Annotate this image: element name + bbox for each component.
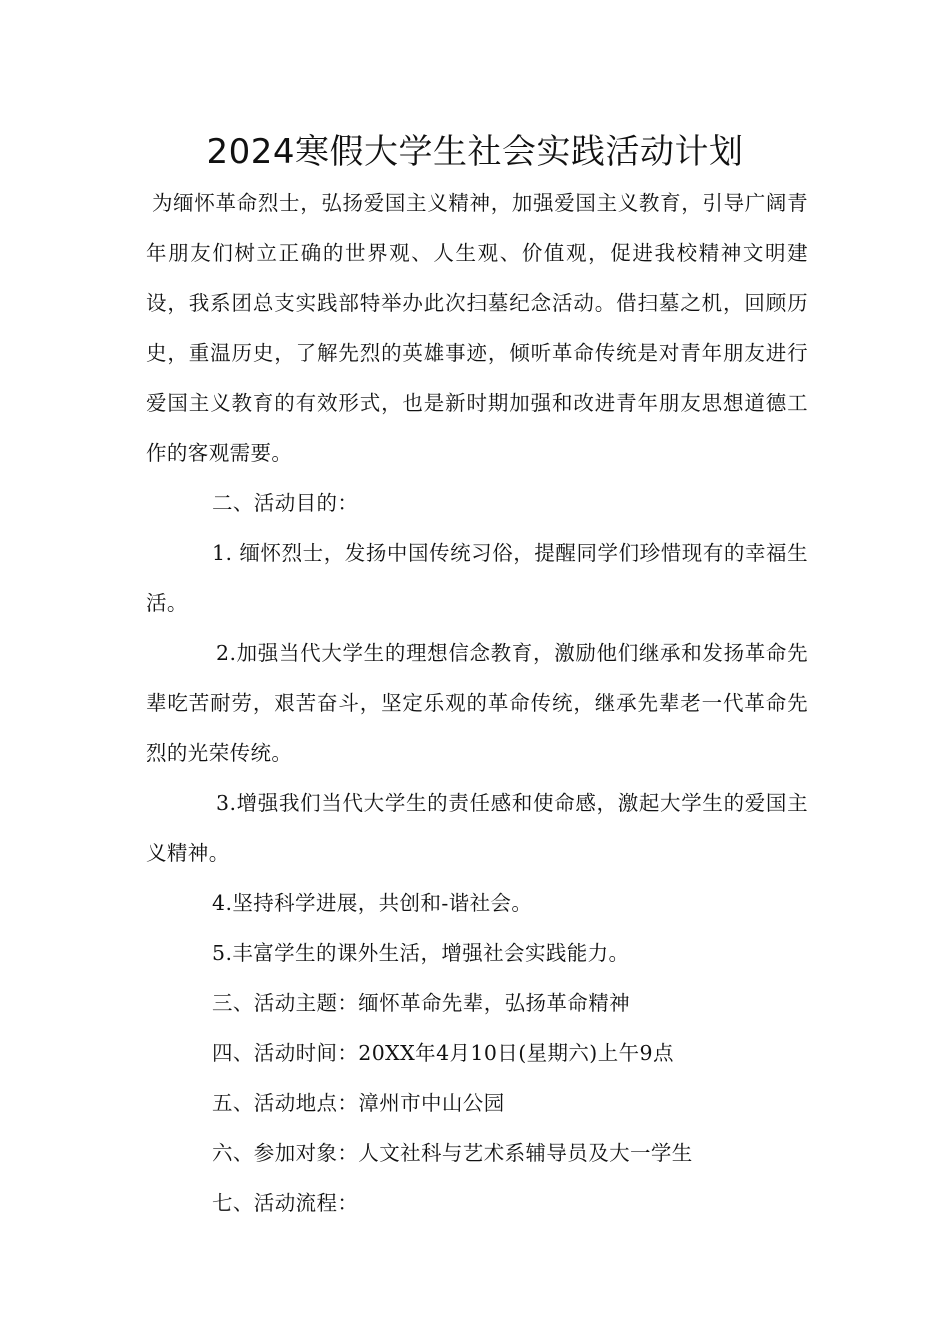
- intro-paragraph: 为缅怀革命烈士，弘扬爱国主义精神，加强爱国主义教育，引导广阔青年朋友们树立正确的世界观、人生观、价值观，促进我校精神文明建设，我系团总支实践部特举办此次扫墓纪念活动。借扫墓之机，回顾历史，重温历史，了解先烈的英雄事迹，倾听革命传统是对青年朋友进行爱国主义教育的有效形式，也是新时期加强和改进青年朋友思想道德工作的客观需要。: [146, 191, 808, 465]
- section-participants: 六、参加对象：人文社科与艺术系辅导员及大一学生: [212, 1141, 693, 1165]
- purpose-item-4: 4.坚持科学进展，共创和-谐社会。: [212, 891, 533, 915]
- document-body: [146, 178, 808, 1228]
- section-location: 五、活动地点：漳州市中山公园: [212, 1091, 505, 1115]
- section-time: 四、活动时间：20XX年4月10日(星期六)上午9点: [212, 1041, 674, 1065]
- purpose-item-2: 2.加强当代大学生的理想信念教育，激励他们继承和发扬革命先辈吃苦耐劳，艰苦奋斗，坚定乐观的革命传统，继承先辈老一代革命先烈的光荣传统。: [146, 641, 808, 765]
- purpose-item-5: 5.丰富学生的课外生活，增强社会实践能力。: [212, 941, 630, 965]
- purpose-item-3: 3.增强我们当代大学生的责任感和使命感，激起大学生的爱国主义精神。: [146, 791, 808, 865]
- section-process: 七、活动流程：: [212, 1191, 359, 1215]
- purpose-item-1: 1. 缅怀烈士，发扬中国传统习俗，提醒同学们珍惜现有的幸福生活。: [146, 541, 808, 615]
- section-heading-purpose: 二、活动目的：: [212, 491, 359, 515]
- document-title: 2024寒假大学生社会实践活动计划: [206, 132, 744, 172]
- section-theme: 三、活动主题：缅怀革命先辈，弘扬革命精神: [212, 991, 630, 1015]
